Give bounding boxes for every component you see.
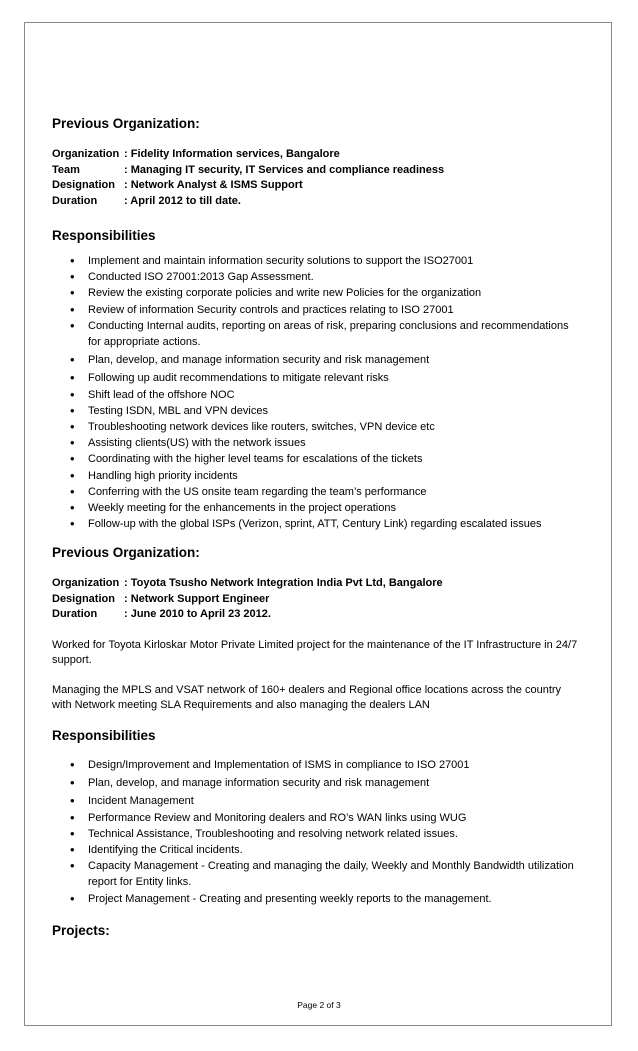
org-1-row-team: Team : Managing IT security, IT Services and compliance readiness (52, 163, 445, 176)
list-item: • Identifying the Critical incidents. (52, 842, 582, 858)
org-2-row-organization: Organization : Toyota Tsusho Network Integration India Pvt Ltd, Bangalore (52, 577, 443, 590)
list-item: • Conducted ISO 27001:2013 Gap Assessment. (52, 269, 582, 285)
org-2-description-paragraph-1: Worked for Toyota Kirloskar Motor Private Limited project for the maintenance of the IT Infrastructure in 24/7 support. (52, 638, 578, 667)
list-item: • Incident Management (52, 793, 582, 809)
responsibilities-2-list (52, 757, 582, 907)
list-item: • Project Management - Creating and presenting weekly reports to the management. (52, 891, 582, 907)
section-heading-previous-org-2: Previous Organization: (52, 545, 200, 561)
list-item: • Plan, develop, and manage information security and risk management (52, 352, 582, 368)
page-number-footer: Page 2 of 3 (297, 1000, 341, 1010)
org-2-details (52, 576, 582, 623)
list-item: • Follow-up with the global ISPs (Verizon, sprint, ATT, Century Link) regarding escalated issues (52, 516, 582, 532)
org-1-row-duration: Duration : April 2012 to till date. (52, 194, 241, 207)
list-item: • Shift lead of the offshore NOC (52, 387, 582, 403)
responsibilities-1-list (52, 253, 582, 532)
resume-page-content (52, 116, 582, 938)
list-item: • Assisting clients(US) with the network issues (52, 435, 582, 451)
list-item: • Design/Improvement and Implementation of ISMS in compliance to ISO 27001 (52, 757, 582, 773)
list-item: • Plan, develop, and manage information security and risk management (52, 775, 582, 791)
list-item: • Conducting Internal audits, reporting on areas of risk, preparing conclusions and recommendations for appropriate actions. (52, 318, 582, 350)
list-item: • Handling high priority incidents (52, 468, 582, 484)
org-2-description-paragraph-2: Managing the MPLS and VSAT network of 160+ dealers and Regional office locations across the country with Network meeting SLA Requirements and also managing the dealers LAN (52, 683, 562, 712)
list-item: • Implement and maintain information security solutions to support the ISO27001 (52, 253, 582, 269)
list-item: • Following up audit recommendations to mitigate relevant risks (52, 370, 582, 386)
org-2-row-designation: Designation : Network Support Engineer (52, 592, 270, 605)
list-item: • Capacity Management - Creating and managing the daily, Weekly and Monthly Bandwidth utilization report for Entity links. (52, 858, 582, 890)
section-heading-responsibilities-1: Responsibilities (52, 228, 156, 243)
section-heading-previous-org-1: Previous Organization: (52, 116, 200, 131)
list-item: • Coordinating with the higher level teams for escalations of the tickets (52, 451, 582, 467)
list-item: • Review the existing corporate policies and write new Policies for the organization (52, 285, 582, 301)
section-heading-projects: Projects: (52, 922, 110, 938)
org-1-row-organization: Organization : Fidelity Information services, Bangalore (52, 148, 340, 160)
section-heading-responsibilities-2: Responsibilities (52, 727, 156, 743)
org-2-row-duration: Duration : June 2010 to April 23 2012. (52, 608, 271, 621)
list-item: • Review of information Security controls and practices relating to ISO 27001 (52, 302, 582, 318)
org-1-details (52, 147, 582, 209)
list-item: • Performance Review and Monitoring dealers and RO’s WAN links using WUG (52, 810, 582, 826)
list-item: • Troubleshooting network devices like routers, switches, VPN device etc (52, 419, 582, 435)
list-item: • Testing ISDN, MBL and VPN devices (52, 403, 582, 419)
list-item: • Technical Assistance, Troubleshooting and resolving network related issues. (52, 826, 582, 842)
list-item: • Weekly meeting for the enhancements in the project operations (52, 500, 582, 516)
list-item: • Conferring with the US onsite team regarding the team’s performance (52, 484, 582, 500)
org-1-row-designation: Designation : Network Analyst & ISMS Support (52, 179, 303, 191)
